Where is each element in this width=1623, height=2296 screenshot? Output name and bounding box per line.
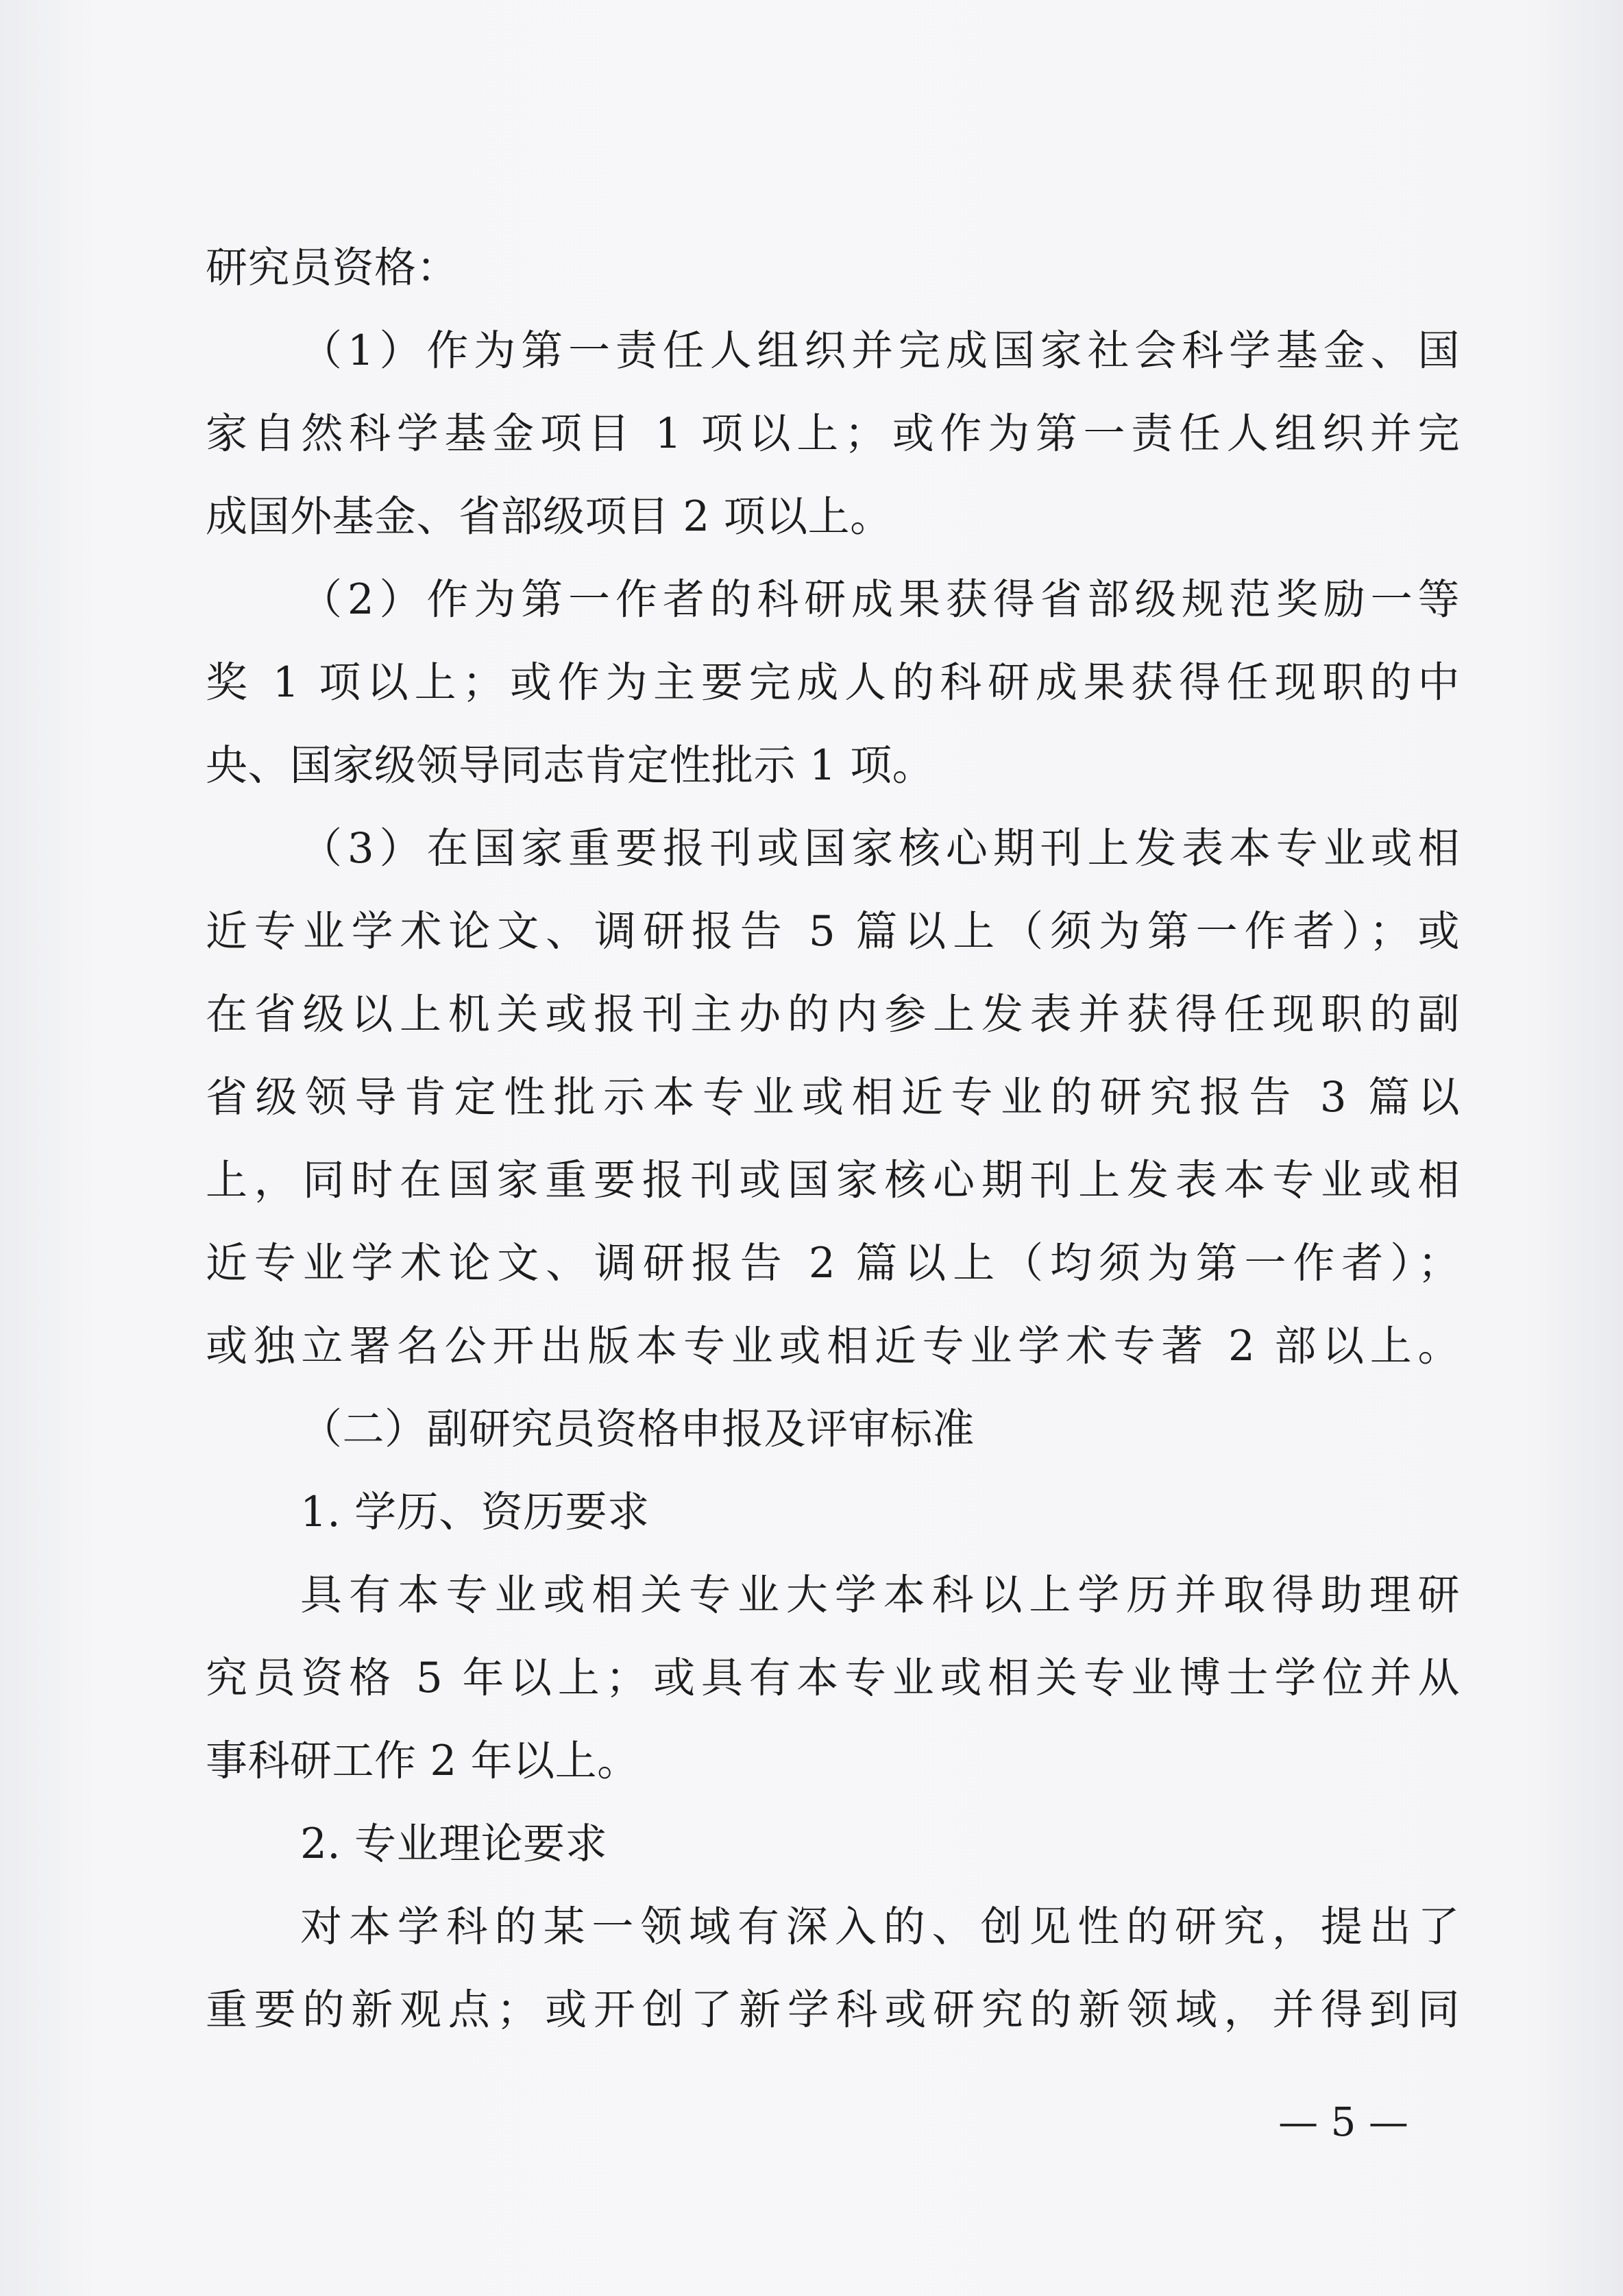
text-line: 究员资格 5 年以上；或具有本专业或相关专业博士学位并从 [206, 1654, 1460, 1702]
text-line: 省级领导肯定性批示本专业或相近专业的研究报告 3 篇以 [206, 1073, 1460, 1122]
subsection-heading: 1. 学历、资历要求 [300, 1488, 650, 1536]
text-line: （3）在国家重要报刊或国家核心期刊上发表本专业或相 [300, 824, 1460, 873]
text-line: 对本学科的某一领域有深入的、创见性的研究，提出了 [300, 1902, 1460, 1951]
text-line: 上，同时在国家重要报刊或国家核心期刊上发表本专业或相 [206, 1156, 1460, 1205]
text-line: 研究员资格： [206, 243, 459, 292]
text-line: （1）作为第一责任人组织并完成国家社会科学基金、国 [300, 326, 1460, 375]
text-line: 成国外基金、省部级项目 2 项以上。 [206, 492, 892, 541]
text-line: 在省级以上机关或报刊主办的内参上发表并获得任现职的副 [206, 990, 1460, 1039]
body-text [206, 226, 1460, 2051]
text-line: 近专业学术论文、调研报告 5 篇以上（须为第一作者）；或 [206, 907, 1460, 956]
text-line: 具有本专业或相关专业大学本科以上学历并取得助理研 [300, 1571, 1460, 1619]
text-line: 事科研工作 2 年以上。 [206, 1737, 639, 1785]
text-line: 重要的新观点；或开创了新学科或研究的新领域，并得到同 [206, 1985, 1460, 2034]
text-line: 或独立署名公开出版本专业或相近专业学术专著 2 部以上。 [206, 1322, 1460, 1370]
text-line: 奖 1 项以上；或作为主要完成人的科研成果获得任现职的中 [206, 658, 1460, 707]
page-number: — 5 — [1278, 2099, 1408, 2145]
subsection-heading: 2. 专业理论要求 [300, 1820, 608, 1868]
text-line: 近专业学术论文、调研报告 2 篇以上（均须为第一作者）； [206, 1239, 1460, 1288]
text-line: 央、国家级领导同志肯定性批示 1 项。 [206, 741, 935, 790]
text-line: 家自然科学基金项目 1 项以上；或作为第一责任人组织并完 [206, 409, 1460, 458]
section-heading: （二）副研究员资格申报及评审标准 [300, 1405, 975, 1453]
text-line: （2）作为第一作者的科研成果获得省部级规范奖励一等 [300, 575, 1460, 624]
